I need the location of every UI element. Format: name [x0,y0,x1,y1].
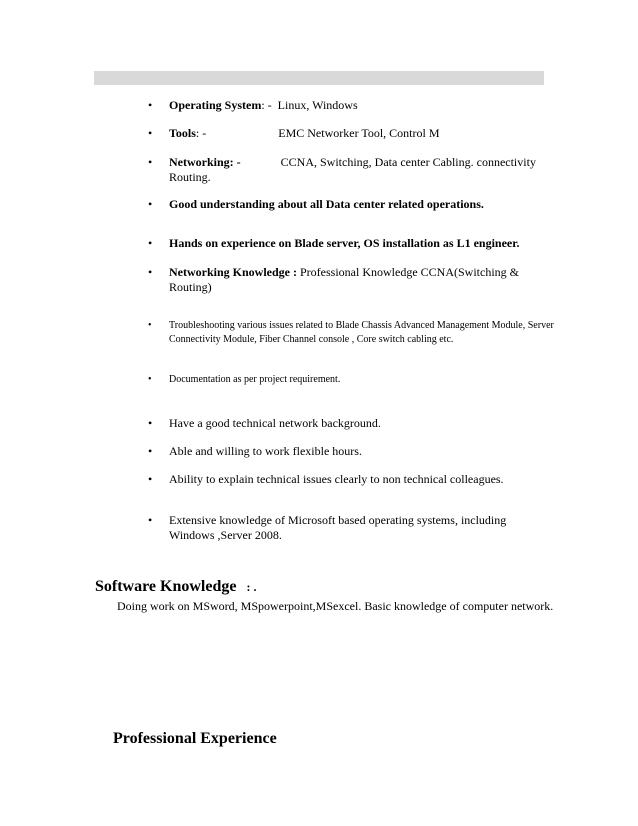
professional-experience-heading: Professional Experience [113,730,277,747]
flexible-hours-text: Able and willing to work flexible hours. [169,444,362,458]
networking-label: Networking: - [169,155,241,169]
bullet-icon: • [148,444,153,458]
tools-value: EMC Networker Tool, Control M [278,126,440,140]
networking-knowledge-value: Professional Knowledge CCNA(Switching & [300,265,519,279]
software-knowledge-heading [95,578,256,596]
documentation-text: Documentation as per project requirement. [169,374,341,385]
bullet-icon: • [148,513,153,527]
bullet-icon: • [148,416,153,430]
operating-system-separator: : - [261,98,272,112]
data-center-ops-text: Good understanding about all Data center related operations. [169,197,484,211]
bullet-icon: • [148,155,153,169]
blade-server-text: Hands on experience on Blade server, OS installation as L1 engineer. [169,236,520,250]
bullet-icon: • [148,126,153,140]
bullet-icon: • [148,236,153,250]
troubleshooting-text: Troubleshooting various issues related to Blade Chassis Advanced Management Module, Server Connectivity Module, Fiber Channel console , Core switch cabling etc. [169,320,554,345]
network-background-text: Have a good technical network background. [169,416,381,430]
bullet-icon: • [148,374,152,385]
bullet-icon: • [148,197,153,211]
operating-system-value: Linux, Windows [277,98,358,112]
bullet-icon: • [148,472,153,486]
software-knowledge-title: Software Knowledge [95,578,237,595]
explain-issues-text: Ability to explain technical issues clearly to non technical colleagues. [169,472,504,486]
operating-system-label: Operating System [169,98,262,112]
microsoft-knowledge-text: Extensive knowledge of Microsoft based operating systems, including Windows ,Server 2008. [169,513,507,542]
tools-separator: : - [195,126,207,140]
software-knowledge-colon: : . [246,580,257,594]
networking-value: CCNA, Switching, Data center Cabling. connectivity [280,155,536,169]
networking-knowledge-value-continued: Routing) [169,280,212,294]
networking-value-continued: Routing. [169,170,211,184]
section-header-bar [94,71,544,85]
bullet-icon: • [148,98,153,112]
software-knowledge-text: Doing work on MSword, MSpowerpoint,MSexcel. Basic knowledge of computer network. [117,599,554,613]
tools-label: Tools [169,126,196,140]
networking-knowledge-label: Networking Knowledge : [169,265,297,279]
bullet-icon: • [148,320,152,331]
bullet-icon: • [148,265,153,279]
